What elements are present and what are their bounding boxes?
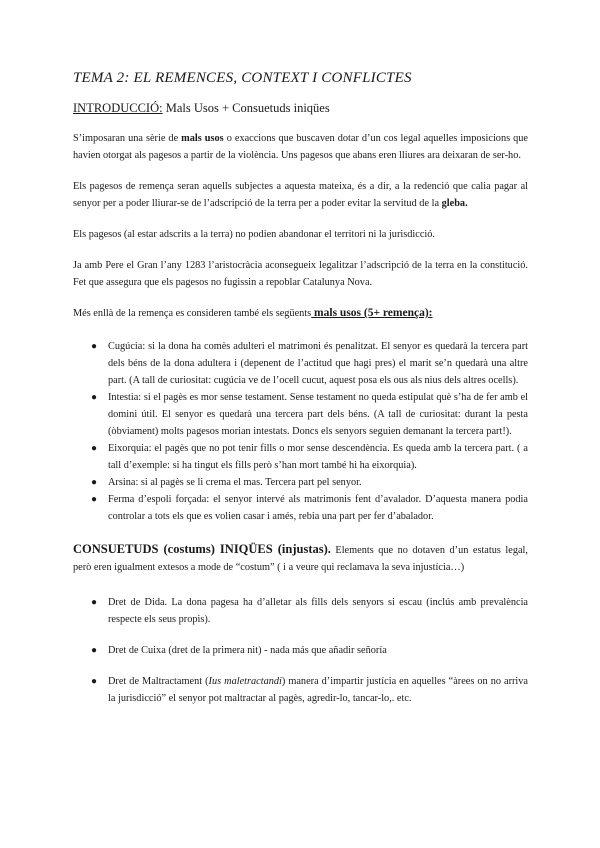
bullet-icon: ●: [91, 494, 98, 505]
paragraph-adscrits: Els pagesos (al estar adscrits a la terra) no podien abandonar el territori ni la jurisdicció.: [73, 229, 435, 240]
list-item-italic: Ius maletractandi: [208, 676, 282, 687]
paragraph-remenca: [73, 178, 528, 212]
mals-usos-heading: mals usos (5+ remença):: [311, 307, 433, 319]
bullet-icon: ●: [91, 645, 98, 656]
mals-usos-list: [73, 338, 528, 525]
list-item-text: Ferma d’espoli forçada: el senyor intervé als matrimonis fent d’avalador. D’aquesta manera podia controlar a tots els que es volien casar i amés, rebia una part per fer d’abalador.: [108, 494, 528, 522]
list-item-text: Intestia: si el pagès es mor sense testament. Sense testament no queda estipulat què s’ha de fer amb el domini útil. El senyor es quedarà una tercera part dels béns. (A tall de curiositat: durant la pesta (òbviament) molts pagesos morian intestats. Doncs els senyors seguien demanant la tercera part!).: [108, 392, 528, 437]
bullet-icon: ●: [91, 676, 98, 687]
intro-heading: [73, 101, 528, 116]
list-item-text-a: Dret de Maltractament (: [108, 676, 209, 687]
intro-rest: Mals Usos + Consuetuds iniqües: [162, 101, 330, 115]
list-item-eixorquia: [91, 440, 528, 474]
p2-bold: gleba.: [441, 198, 468, 209]
list-item-text: Dret de Dida. La dona pagesa ha d’alletar als fills dels senyors si escau (inclús amb prevalència respecte els seus propis).: [108, 597, 528, 625]
paragraph-pere-el-gran: Ja amb Pere el Gran l’any 1283 l’aristocràcia aconsegueix legalitzar l’adscripció de la terra en la constitució. Fet que assegura que els pagesos no fugissin a repoblar Catalunya Nova.: [73, 260, 528, 288]
paragraph-mes-enlla: [73, 305, 528, 322]
bullet-icon: ●: [91, 597, 98, 608]
list-item-text: Arsina: si al pagès se li crema el mas. Tercera part pel senyor.: [108, 477, 362, 488]
list-item-text: Dret de Cuixa (dret de la primera nit) - nada más que añadir señoría: [108, 645, 387, 656]
p1-bold: mals usos: [181, 133, 224, 144]
list-item-ferma-espoli: [91, 491, 528, 525]
p2-text-a: Els pagesos de remença seran aquells subjectes a aquesta mateixa, és a dir, a la redenció que calia pagar al senyor per a poder lliurar-se de l’adscripció de la terra per a poder evitar la servitud de la: [73, 181, 528, 209]
p1-text-a: S’imposaran una sèrie de: [73, 133, 182, 144]
consuetuds-heading: CONSUETUDS (costums) INIQÜES (injustas).: [73, 542, 331, 556]
bullet-icon: ●: [91, 341, 98, 352]
list-item-text: Eixorquia: el pagès que no pot tenir fills o mor sense descendència. Es queda amb la tercera part. ( a tall d’exemple: si ha tingut els fills però s’han mort també hi ha eixorquia).: [108, 443, 528, 471]
list-item-text: Cugúcia: si la dona ha comès adulteri el matrimoni és penalitzat. El senyor es quedarà la tercera part dels béns de la dona adultera i (depenent de l’actitud que hagi pres) el marit se’n quedarà una altre part. (A tall de curiositat: cugúcia ve de l’ocell cucut, aquest posa els ous als nius dels altres ocells).: [108, 341, 528, 386]
list-item-intestia: [91, 389, 528, 440]
document-page: [73, 70, 528, 723]
p5-text-a: Més enllà de la remença es consideren també els següents: [73, 308, 312, 319]
paragraph-mals-usos: [73, 130, 528, 164]
list-item-dida: [91, 594, 528, 628]
list-item-cugucia: [91, 338, 528, 389]
page-title: TEMA 2: EL REMENCES, CONTEXT I CONFLICTES: [73, 70, 412, 86]
bullet-icon: ●: [91, 443, 98, 454]
list-item-arsina: [91, 474, 528, 491]
list-item-cuixa: [91, 642, 528, 659]
bullet-icon: ●: [91, 392, 98, 403]
bullet-icon: ●: [91, 477, 98, 488]
list-item-text-b: ) manera d’impartir justícia en aquelles “àrees on no arriva la jurisdicció” el senyor pot maltractar al pagès, agredir-lo, tancar-lo,. etc.: [108, 676, 529, 704]
consuetuds-text: Elements que no dotaven d’un estatus legal, però eren igualment extesos a mode de “costum” ( i a veure qui reclamava la seva injustícia…): [73, 545, 528, 573]
paragraph-consuetuds: [73, 541, 528, 576]
intro-label: INTRODUCCIÓ:: [73, 101, 163, 115]
list-item-maltractament: [91, 673, 529, 707]
p1-text-c: o exaccions que buscaven dotar d’un cos legal aquelles imposicions que havien otorgat als pagesos a partir de la violència. Uns pagesos que abans eren lliures ara deixaran de ser-ho.: [73, 133, 528, 161]
costums-list: [73, 594, 528, 707]
